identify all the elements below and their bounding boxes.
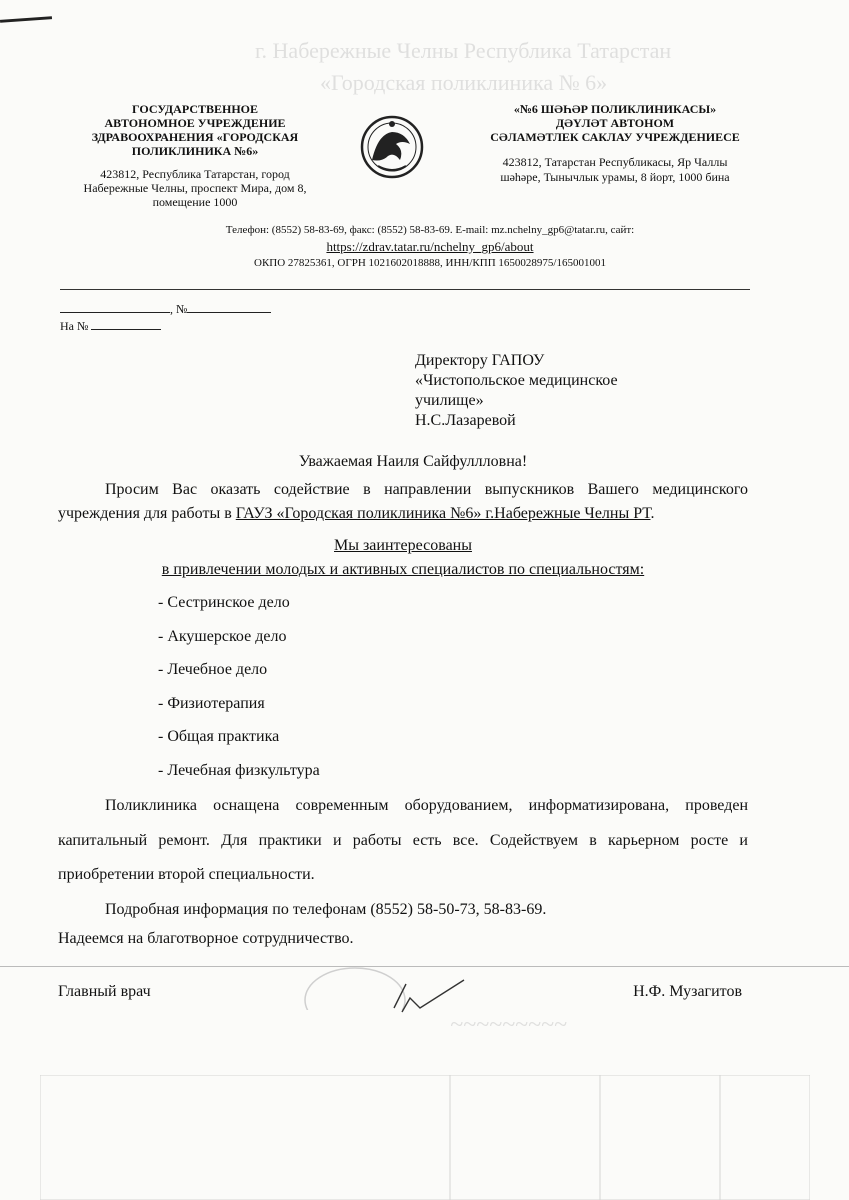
org-name-line: ГОСУДАРСТВЕННОЕ bbox=[132, 102, 258, 116]
list-item: - Акушерское дело bbox=[158, 627, 287, 645]
salutation: Уважаемая Наиля Сайфуллловна! bbox=[298, 453, 528, 470]
list-item: - Сестринское дело bbox=[158, 594, 290, 611]
signer-position: Главный врач bbox=[58, 983, 151, 1000]
address-line: 423812, Республика Татарстан, город bbox=[100, 167, 290, 181]
request-end: . bbox=[650, 505, 655, 522]
list-item: - Физиотерапия bbox=[158, 694, 265, 712]
list-item: - Лечебная физкультура bbox=[158, 761, 320, 779]
org-name-line: АВТОНОМНОЕ УЧРЕЖДЕНИЕ bbox=[104, 116, 286, 130]
show-through-handwriting: ~~~~~~~~~ bbox=[450, 1012, 567, 1038]
addressee-line: «Чистопольское медицинское bbox=[415, 372, 618, 389]
letter-body bbox=[58, 452, 748, 953]
show-through-text: г. Набережные Челны Республика Татарстан bbox=[255, 38, 672, 63]
org-name-line: «№6 ШӘҺӘР ПОЛИКЛИНИКАСЫ» bbox=[513, 102, 717, 116]
scan-artifact bbox=[0, 16, 52, 23]
number-blank bbox=[187, 302, 271, 313]
interest-heading: Мы заинтересованы bbox=[334, 537, 472, 554]
org-address-tt bbox=[470, 155, 760, 185]
website-link[interactable]: https://zdrav.tatar.ru/nchelny_gp6/about bbox=[326, 239, 534, 254]
phone-email-line: Телефон: (8552) 58-83-69, факс: (8552) 58-83-69. E-mail: mz.nchelny_gp6@tatar.ru, сайт: bbox=[225, 224, 635, 236]
org-name-line: ЗДРАВООХРАНЕНИЯ «ГОРОДСКАЯ bbox=[91, 130, 299, 144]
date-blank bbox=[60, 302, 170, 313]
address-line: помещение 1000 bbox=[152, 195, 238, 209]
outgoing-number-line bbox=[60, 302, 271, 333]
show-through-table-icon bbox=[40, 1075, 810, 1200]
number-label: , № bbox=[170, 302, 188, 316]
addressee-block bbox=[415, 351, 715, 431]
addressee-line: училище» bbox=[415, 392, 484, 409]
org-name-line: ДӘҮЛӘТ АВТОНОМ bbox=[555, 116, 675, 130]
specialties-list bbox=[158, 586, 748, 787]
list-item: - Лечебное дело bbox=[158, 661, 268, 678]
address-line: 423812, Татарстан Республикасы, Яр Чаллы bbox=[502, 155, 728, 169]
closing-line: Надеемся на благотворное сотрудничество. bbox=[58, 929, 354, 947]
organization-name: ГАУЗ «Городская поликлиника №6» г.Набережные Челны РТ bbox=[235, 505, 651, 522]
org-name-line: СӘЛАМӘТЛЕК САКЛАУ УЧРЕЖДЕНИЕСЕ bbox=[490, 130, 740, 144]
clinic-description: Поликлиника оснащена современным оборудованием, информатизирована, проведен капитальный ремонт. Для практики и работы есть все. Содействуем в карьерном росте и приобретении второй специальности. bbox=[58, 797, 748, 883]
reference-label: На № bbox=[60, 319, 89, 333]
org-address-ru bbox=[70, 167, 320, 209]
show-through-text: «Городская поликлиника № 6» bbox=[320, 70, 608, 95]
scan-fold-line bbox=[0, 966, 849, 967]
header-divider bbox=[60, 289, 750, 290]
request-text: Просим Вас оказать содействие в направлении выпускников Вашего медицинского учреждения для работы в bbox=[58, 481, 748, 522]
contact-info bbox=[60, 224, 800, 270]
list-item: - Общая практика bbox=[158, 728, 280, 745]
org-header-tt bbox=[470, 102, 760, 185]
org-header-ru bbox=[70, 102, 320, 209]
phone-info: Подробная информация по телефонам (8552) 58-50-73, 58-83-69. bbox=[105, 900, 547, 918]
signer-name: Н.Ф. Музагитов bbox=[633, 983, 742, 1000]
address-line: Набережные Челны, проспект Мира, дом 8, bbox=[83, 181, 307, 195]
reference-blank bbox=[91, 319, 161, 330]
interest-subheading: в привлечении молодых и активных специалистов по специальностям: bbox=[161, 561, 645, 578]
request-paragraph bbox=[58, 478, 748, 526]
addressee-line: Н.С.Лазаревой bbox=[415, 412, 516, 429]
tatarstan-emblem-icon bbox=[358, 110, 426, 184]
registration-codes: ОКПО 27825361, ОГРН 1021602018888, ИНН/КПП 1650028975/165001001 bbox=[254, 257, 606, 269]
addressee-line: Директору ГАПОУ bbox=[415, 352, 545, 369]
address-line: шәһәре, Тынычлык урамы, 8 йорт, 1000 бина bbox=[500, 170, 730, 184]
org-name-line: ПОЛИКЛИНИКА №6» bbox=[131, 144, 259, 158]
